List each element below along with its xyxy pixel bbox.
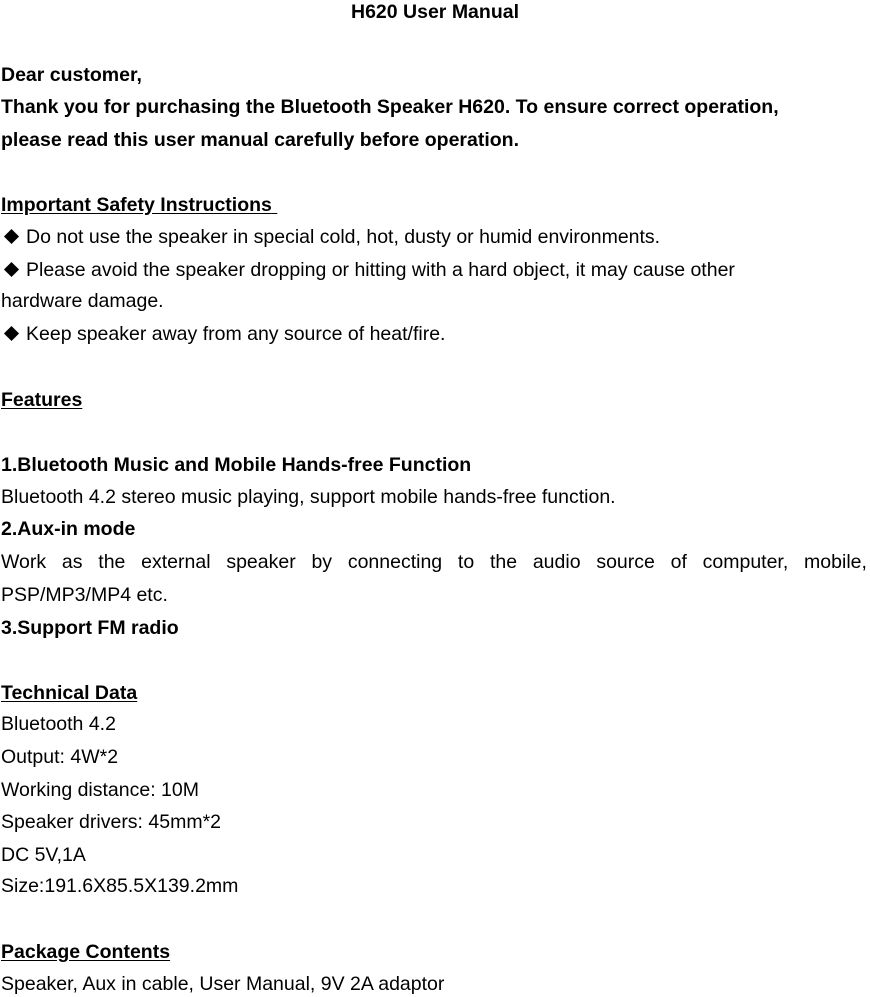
tech-row: DC 5V,1A bbox=[1, 844, 86, 866]
feature-2-word: speaker bbox=[226, 551, 296, 573]
greeting: Dear customer, bbox=[1, 64, 142, 86]
feature-2-word: Work bbox=[1, 551, 47, 573]
diamond-bullet-icon bbox=[4, 326, 19, 341]
package-text: Speaker, Aux in cable, User Manual, 9V 2A adaptor bbox=[1, 973, 445, 995]
feature-2-word: audio bbox=[532, 551, 581, 573]
feature-1-text: Bluetooth 4.2 stereo music playing, support mobile hands-free function. bbox=[1, 486, 616, 508]
feature-2-word: external bbox=[141, 551, 211, 573]
package-heading: Package Contents bbox=[1, 941, 171, 963]
tech-row: Working distance: 10M bbox=[1, 779, 199, 801]
feature-2-word: as bbox=[61, 551, 83, 573]
tech-row: Output: 4W*2 bbox=[1, 746, 119, 768]
feature-2-word: of bbox=[670, 551, 687, 573]
feature-2-word: the bbox=[489, 551, 518, 573]
feature-2-word: mobile, bbox=[804, 551, 867, 573]
feature-2-text-continuation: PSP/MP3/MP4 etc. bbox=[1, 584, 168, 606]
feature-2-word: computer, bbox=[702, 551, 789, 573]
features-heading: Features bbox=[1, 389, 83, 411]
intro-line-1: Thank you for purchasing the Bluetooth Speaker H620. To ensure correct operation, bbox=[1, 96, 779, 118]
feature-1-title: 1.Bluetooth Music and Mobile Hands-free Function bbox=[1, 454, 472, 476]
safety-item: Keep speaker away from any source of heat/fire. bbox=[1, 322, 445, 346]
safety-item: Please avoid the speaker dropping or hitting with a hard object, it may cause other bbox=[1, 258, 735, 282]
page-title: H620 User Manual bbox=[351, 1, 519, 23]
technical-heading: Technical Data bbox=[1, 682, 138, 704]
intro-line-2: please read this user manual carefully before operation. bbox=[1, 129, 520, 151]
tech-row: Size:191.6X85.5X139.2mm bbox=[1, 875, 239, 897]
feature-3-title: 3.Support FM radio bbox=[1, 617, 179, 639]
tech-row: Speaker drivers: 45mm*2 bbox=[1, 811, 222, 833]
feature-2-word: by bbox=[311, 551, 333, 573]
safety-heading: Important Safety Instructions bbox=[1, 194, 272, 216]
feature-2-title: 2.Aux-in mode bbox=[1, 518, 136, 540]
feature-2-word: to bbox=[457, 551, 475, 573]
safety-item: Do not use the speaker in special cold, hot, dusty or humid environments. bbox=[1, 225, 660, 249]
feature-2-word: connecting bbox=[347, 551, 443, 573]
tech-row: Bluetooth 4.2 bbox=[1, 713, 116, 735]
diamond-bullet-icon bbox=[4, 229, 19, 244]
safety-item-continuation: hardware damage. bbox=[1, 290, 164, 312]
feature-2-word: the bbox=[98, 551, 126, 573]
diamond-bullet-icon bbox=[4, 262, 19, 277]
feature-2-text bbox=[1, 550, 867, 574]
feature-2-word: source bbox=[596, 551, 655, 573]
